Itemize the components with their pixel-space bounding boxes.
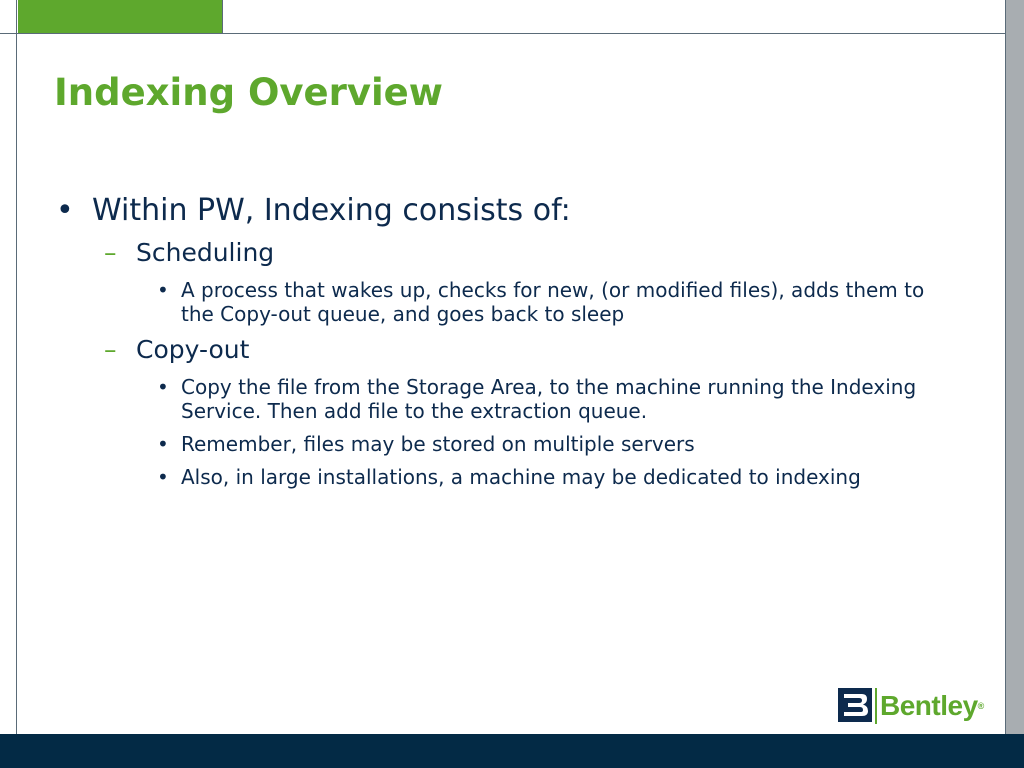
dash-icon: – — [104, 335, 117, 364]
footer-band — [0, 734, 1024, 768]
bentley-logo — [838, 688, 994, 726]
point-text: Also, in large installations, a machine may be dedicated to indexing — [181, 465, 861, 489]
top-rule — [0, 33, 1008, 34]
logo-wordmark-text: Bentley — [880, 690, 978, 721]
point-text: Remember, files may be stored on multiple servers — [181, 432, 695, 456]
subheading-text: Copy-out — [136, 335, 250, 364]
bullet-level1-text: Within PW, Indexing consists of: — [92, 193, 571, 228]
logo-divider — [875, 688, 877, 724]
logo-wordmark — [880, 690, 984, 722]
bullet-icon: • — [157, 465, 169, 489]
bullet-icon: • — [157, 278, 169, 302]
left-rule — [16, 0, 17, 734]
bentley-b-mark-icon — [838, 688, 872, 722]
subheading-text: Scheduling — [136, 238, 275, 267]
top-accent-bar — [18, 0, 223, 33]
registered-mark: ® — [977, 701, 984, 711]
point-text: A process that wakes up, checks for new, (or modified files), adds them to the Copy-out queue, and goes back to sleep — [181, 278, 925, 326]
dash-icon: – — [104, 238, 117, 267]
bullet-icon: • — [157, 375, 169, 399]
bullet-icon: • — [56, 193, 74, 228]
right-side-band — [1006, 0, 1024, 734]
point-text: Copy the file from the Storage Area, to the machine running the Indexing Service. Then add file to the extraction queue. — [181, 375, 917, 423]
slide-title: Indexing Overview — [54, 71, 443, 114]
bullet-icon: • — [157, 432, 169, 456]
